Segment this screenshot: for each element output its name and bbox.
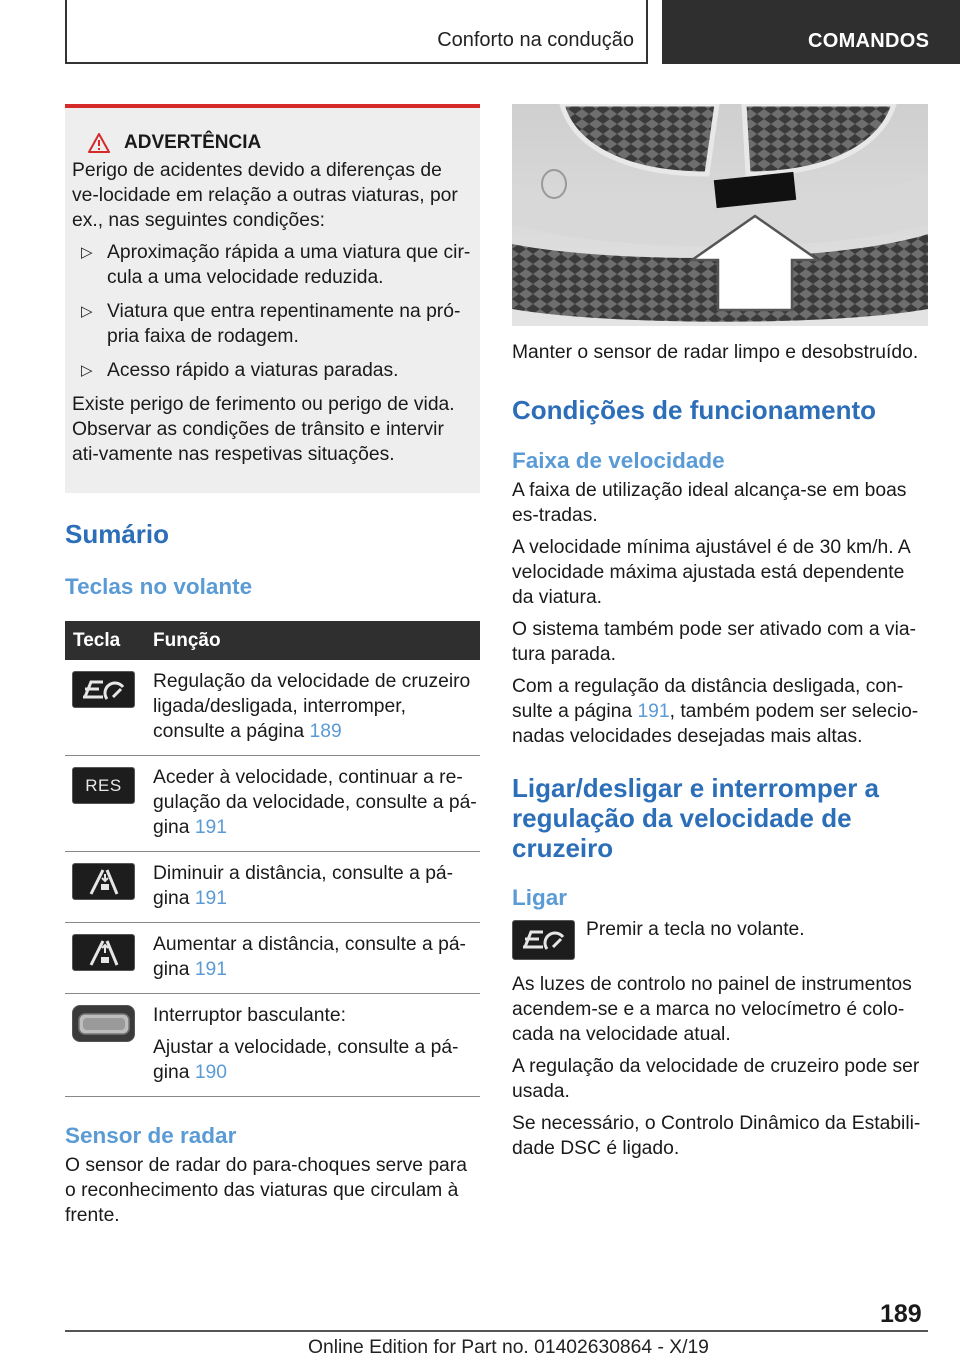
switch-on-p3: Se necessário, o Controlo Dinâmico da Estabili-dade DSC é ligado.: [512, 1113, 921, 1159]
res-key-label: RES: [85, 776, 122, 795]
table-cell-icon: [65, 923, 150, 994]
press-key-text: Premir a tecla no volante.: [586, 919, 805, 940]
table-header-function: Função: [150, 621, 480, 660]
table-cell-function: [150, 923, 480, 994]
bullet-icon: ▷: [81, 303, 93, 320]
page-number: 189: [880, 1300, 922, 1328]
p4-post: , também podem ser selecio-nadas velocidades desejadas mais altas.: [512, 701, 919, 747]
table-cell-icon: [65, 994, 150, 1097]
warning-title: ADVERTÊNCIA: [124, 132, 262, 153]
speed-range-p4: [512, 674, 928, 749]
table-header-key: Tecla: [65, 621, 150, 660]
row-text: Regulação da velocidade de cruzeiro ligada/desligada, interromper, consulte a página: [153, 671, 471, 742]
bullet-icon: ▷: [81, 362, 93, 379]
warning-item: [72, 358, 472, 383]
footer-edition: Online Edition for Part no. 01402630864 - X/19: [308, 1337, 709, 1358]
conditions-heading: Condições de funcionamento: [512, 395, 877, 425]
warning-item-text: Acesso rápido a viaturas paradas.: [107, 360, 399, 381]
cruise-control-icon: [72, 671, 135, 708]
page-link[interactable]: 191: [637, 701, 670, 722]
summary-subheading: Teclas no volante: [65, 574, 253, 599]
res-key-icon: [72, 767, 135, 804]
warning-intro: Perigo de acidentes devido a diferenças de ve-locidade em relação a outras viaturas, por ex., nas seguintes condições:: [72, 160, 458, 231]
radar-sensor-photo: [512, 104, 928, 326]
keys-table: [65, 621, 480, 1097]
speed-range-p2: A velocidade mínima ajustável é de 30 km/h. A velocidade máxima ajustada está dependente da viatura.: [512, 537, 910, 608]
p4-pre: Com a regulação da distância desligada, con-sulte a página: [512, 676, 904, 722]
summary-heading: Sumário: [65, 519, 170, 549]
table-row: [65, 852, 480, 923]
photo-caption: Manter o sensor de radar limpo e desobstruído.: [512, 342, 919, 363]
switch-on-subheading: Ligar: [512, 885, 568, 910]
table-row: [65, 994, 480, 1097]
press-key-row: [512, 920, 928, 960]
distance-decrease-icon: [72, 863, 135, 900]
warning-box: [65, 104, 480, 493]
speed-range-heading: Faixa de velocidade: [512, 448, 725, 473]
warning-item: [72, 240, 472, 290]
table-header-row: [65, 621, 480, 660]
table-cell-function: [150, 660, 480, 756]
row-text: Aceder à velocidade, continuar a re-gulação da velocidade, consulte a pá-gina: [153, 767, 477, 838]
header-section-tab: [65, 0, 648, 64]
page-link[interactable]: 189: [309, 721, 342, 742]
page-link[interactable]: 191: [194, 959, 227, 980]
footer-divider: [65, 1330, 928, 1332]
speed-range-p3: O sistema também pode ser ativado com a via-tura parada.: [512, 619, 917, 665]
row-text: Interruptor basculante:: [153, 1005, 346, 1026]
row-text: Aumentar a distância, consulte a pá-gina: [153, 934, 466, 980]
table-cell-icon: [65, 852, 150, 923]
row-text: Diminuir a distância, consulte a pá-gina: [153, 863, 454, 909]
rocker-switch-icon: [72, 1005, 135, 1042]
row-text-2: [153, 1035, 480, 1085]
row-text-secondary: Ajustar a velocidade, consulte a pá-gina: [153, 1037, 459, 1083]
table-row: [65, 923, 480, 994]
switch-on-p1: As luzes de controlo no painel de instrumentos acendem-se e a marca no velocímetro é colo-cada na velocidade atual.: [512, 974, 912, 1045]
cruise-control-icon: [512, 920, 575, 960]
switch-on-heading: Ligar/desligar e interromper a regulação da velocidade de cruzeiro: [512, 773, 880, 863]
table-row: [65, 756, 480, 852]
radar-heading: Sensor de radar: [65, 1123, 237, 1148]
bullet-icon: ▷: [81, 244, 93, 261]
speed-range-p1: A faixa de utilização ideal alcança-se em boas es-tradas.: [512, 480, 907, 526]
right-column: [512, 104, 928, 1161]
distance-increase-icon: [72, 934, 135, 971]
warning-item-text: Viatura que entra repentinamente na pró-pria faixa de rodagem.: [107, 301, 461, 347]
warning-item-text: Aproximação rápida a uma viatura que cir-cula a uma velocidade reduzida.: [107, 242, 471, 288]
header-section-title: Conforto na condução: [437, 29, 634, 51]
page-link[interactable]: 190: [194, 1062, 227, 1083]
table-cell-function: [150, 852, 480, 923]
page-link[interactable]: 191: [194, 888, 227, 909]
table-cell-icon: [65, 660, 150, 756]
warning-item: [72, 299, 472, 349]
table-cell-function: [150, 994, 480, 1097]
warning-closing: Existe perigo de ferimento ou perigo de vida. Observar as condições de trânsito e intervir ati-vamente nas respetivas situações.: [72, 394, 455, 465]
table-row: [65, 660, 480, 756]
page-link[interactable]: 191: [194, 817, 227, 838]
table-cell-function: [150, 756, 480, 852]
left-column: [65, 104, 480, 1228]
header-chapter-title: COMANDOS: [808, 30, 930, 52]
radar-text: O sensor de radar do para-choques serve para o reconhecimento das viaturas que circulam à frente.: [65, 1155, 467, 1226]
warning-title-row: [88, 132, 472, 154]
warning-list: [72, 240, 472, 383]
header-chapter-tab: [662, 0, 960, 64]
warning-triangle-icon: [88, 133, 110, 153]
switch-on-p2: A regulação da velocidade de cruzeiro pode ser usada.: [512, 1056, 920, 1102]
table-cell-icon: [65, 756, 150, 852]
